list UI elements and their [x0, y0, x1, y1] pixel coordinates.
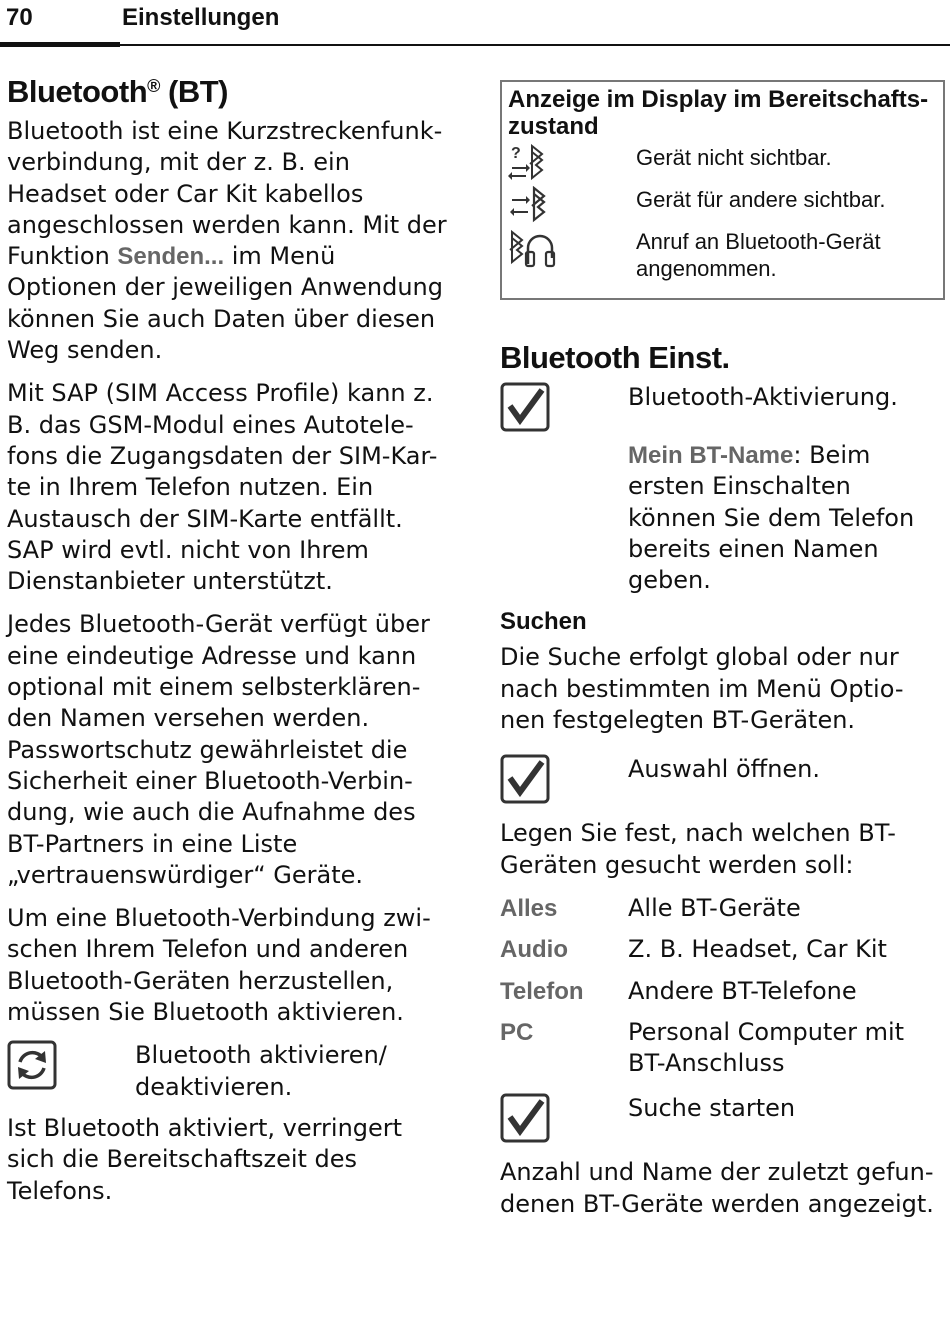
option-row — [500, 1017, 945, 1080]
option-row — [500, 934, 945, 965]
page-header — [0, 0, 950, 48]
activation-row — [500, 382, 945, 436]
search-heading: Suchen — [500, 608, 587, 636]
paragraph-results: Anzahl und Name der zuletzt gefun-denen BT-Geräte werden angezeigt. — [500, 1158, 934, 1218]
intro-text-b: im Menü Optionen der jeweiligen Anwendung können Sie auch Daten über diesen Weg senden. — [7, 242, 443, 365]
menu-term-bt-name: Mein BT-Name — [628, 442, 794, 469]
display-indicator-box — [500, 80, 945, 300]
section-title-bluetooth — [7, 74, 452, 110]
section-title-settings: Bluetooth Einst. — [500, 340, 730, 375]
display-row — [508, 228, 937, 282]
right-column — [500, 80, 945, 1232]
start-search-row — [500, 1093, 945, 1147]
start-search-text: Suche starten — [628, 1094, 796, 1123]
open-selection-row — [500, 754, 945, 808]
left-column — [7, 74, 452, 1219]
option-row — [500, 976, 945, 1007]
display-row — [508, 186, 937, 222]
option-desc: Andere BT-Telefone — [628, 976, 857, 1005]
display-text: Anruf an Bluetooth-Gerät angenommen. — [636, 229, 881, 281]
display-row — [508, 144, 937, 180]
page-number: 70 — [6, 4, 33, 31]
bt-name-paragraph — [628, 440, 945, 596]
svg-text:?: ? — [511, 145, 521, 162]
paragraph-intro — [7, 116, 452, 366]
option-term: PC — [500, 1018, 534, 1046]
title-text: Bluetooth — [7, 74, 148, 109]
paragraph-search: Die Suche erfolgt global oder nur nach bestimmten im Menü Optio-nen festgelegten BT-Geräten. — [500, 643, 904, 735]
paragraph-activate: Um eine Bluetooth-Verbindung zwi-schen Ihrem Telefon und anderen Bluetooth-Geräten herzustellen, müssen Sie Bluetooth aktivieren. — [7, 904, 431, 1027]
bt-visible-icon — [508, 186, 636, 222]
box-title: Anzeige im Display im Bereitschafts-zustand — [508, 86, 929, 140]
paragraph-select-devices: Legen Sie fest, nach welchen BT-Geräten gesucht werden soll: — [500, 819, 896, 879]
option-desc: Personal Computer mit BT-Anschluss — [628, 1017, 905, 1078]
option-term: Alles — [500, 894, 558, 922]
toggle-text: Bluetooth aktivieren/ deaktivieren. — [135, 1041, 387, 1101]
paragraph-address: Jedes Bluetooth-Gerät verfügt über eine eindeutige Adresse und kann optional mit einem selbsterklären-den Namen versehen werden. Passwortschutz gewährleistet die Sicherheit einer Bluetooth-Verbin-dung, wie auch die Aufnahme des BT-Partners in eine Liste „vertrauenswürdiger“ Geräte. — [7, 610, 430, 889]
paragraph-sap: Mit SAP (SIM Access Profile) kann z. B. das GSM-Modul eines Autotele-fons die Zugangsdaten der SIM-Kar-te in Ihrem Telefon nutzen. Ein Austausch der SIM-Karte entfällt. SAP wird evtl. nicht von Ihrem Dienstanbieter unterstützt. — [7, 379, 438, 596]
display-text: Gerät nicht sichtbar. — [636, 145, 832, 170]
menu-term-senden: Senden... — [117, 243, 225, 271]
toggle-key-icon — [7, 1040, 135, 1094]
header-rule-accent — [0, 42, 120, 47]
header-rule — [0, 44, 950, 46]
open-selection-text: Auswahl öffnen. — [628, 755, 821, 784]
bt-not-visible-icon — [508, 144, 636, 180]
intro-text-a: Bluetooth ist eine Kurzstreckenfunk-verbindung, mit der z. B. ein Headset oder Car Kit kabellos angeschlossen werden kann. Mit der Funktion — [7, 117, 447, 271]
registered-mark: ® — [147, 76, 160, 96]
option-desc: Alle BT-Geräte — [628, 893, 801, 922]
option-row — [500, 893, 945, 924]
option-term: Audio — [500, 936, 568, 964]
chapter-title: Einstellungen — [122, 4, 280, 31]
toggle-row — [7, 1040, 452, 1103]
checkbox-key-icon — [500, 382, 628, 436]
option-desc: Z. B. Headset, Car Kit — [628, 935, 887, 964]
activation-text: Bluetooth-Aktivierung. — [628, 383, 898, 411]
title-suffix: (BT) — [159, 74, 228, 109]
display-text: Gerät für andere sichtbar. — [636, 187, 886, 212]
bt-headset-call-icon — [508, 228, 636, 264]
option-term: Telefon — [500, 977, 584, 1005]
checkbox-key-icon — [500, 1093, 628, 1147]
paragraph-standby: Ist Bluetooth aktiviert, verringert sich die Bereitschaftszeit des Telefons. — [7, 1113, 403, 1205]
bt-name-text: : Beim ersten Einschalten können Sie dem Telefon bereits einen Namen geben. — [628, 441, 915, 595]
checkbox-key-icon — [500, 754, 628, 808]
